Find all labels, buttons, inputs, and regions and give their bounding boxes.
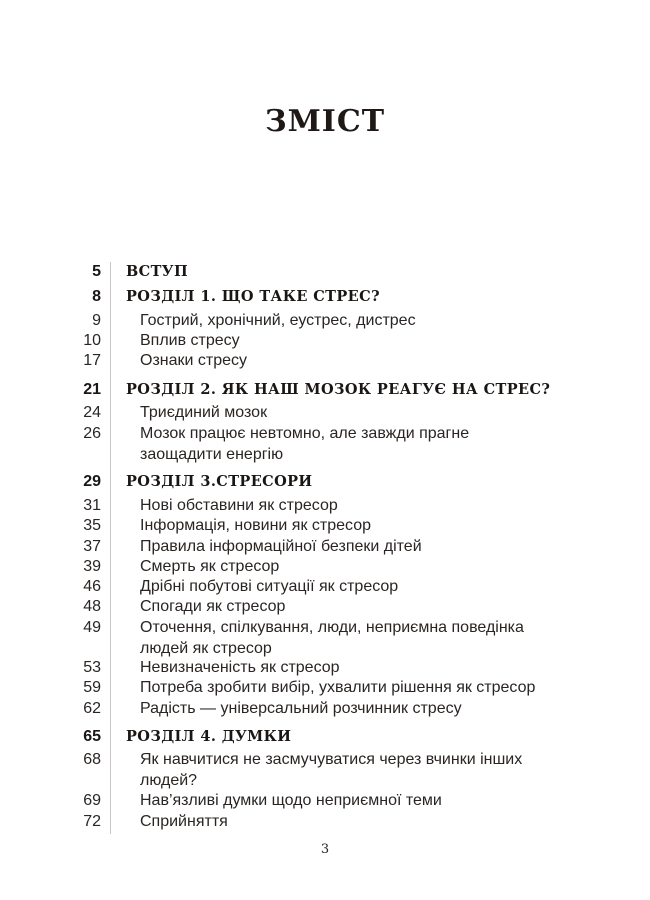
page-number: 17 (83, 352, 101, 369)
toc-heading-label: РОЗДІЛ 1. ЩО ТАКЕ СТРЕС? (126, 288, 380, 305)
page-number: 68 (83, 751, 101, 768)
toc-heading-label: РОЗДІЛ 3.СТРЕСОРИ (126, 473, 313, 490)
toc-heading-label: РОЗДІЛ 4. ДУМКИ (126, 728, 292, 745)
toc-item-label: Оточення, спілкування, люди, неприємна поведінка людей як стресор (140, 619, 524, 657)
toc-item-label: Гострий, хронічний, еустрес, дистрес (140, 312, 416, 329)
page-number: 59 (83, 679, 101, 696)
page-number: 29 (83, 473, 101, 490)
page-number: 8 (92, 288, 101, 305)
toc-item-label: Потреба зробити вибір, ухвалити рішення як стресор (140, 679, 536, 696)
toc-item-label: Невизначеність як стресор (140, 659, 340, 676)
page-number: 62 (83, 700, 101, 717)
toc-item-label: Спогади як стресор (140, 598, 286, 615)
toc-item-label: Сприйняття (140, 813, 228, 830)
toc-item-label: Нав’язливі думки щодо неприємної теми (140, 792, 442, 809)
toc-item-label: Як навчитися не засмучуватися через вчинки інших людей? (140, 751, 523, 789)
page-folio-number: 3 (320, 842, 330, 857)
page-number: 69 (83, 792, 101, 809)
page-number: 39 (83, 558, 101, 575)
toc-item-label: Мозок працює невтомно, але завжди прагне заощадити енергію (140, 425, 470, 463)
page-number: 35 (83, 517, 101, 534)
toc-item-label: Вплив стресу (140, 332, 240, 349)
page-number: 24 (83, 404, 101, 421)
toc-item-label: Ознаки стресу (140, 352, 248, 369)
page-number: 37 (83, 538, 101, 555)
page-title: ЗМІСТ (264, 104, 386, 139)
toc-item-label: Інформація, новини як стресор (140, 517, 372, 534)
page-number: 9 (92, 312, 101, 329)
toc-item-label: Правила інформаційної безпеки дітей (140, 538, 422, 555)
page-number: 48 (83, 598, 101, 615)
page-number: 10 (83, 332, 101, 349)
page-number: 53 (83, 659, 101, 676)
divider-line (110, 262, 111, 834)
toc-item-label: Дрібні побутові ситуації як стресор (140, 578, 399, 595)
toc-item-label: Радість — універсальний розчинник стресу (140, 700, 462, 717)
page-number: 31 (83, 497, 101, 514)
toc-heading-label: ВСТУП (126, 263, 189, 280)
toc-item-label: Триєдиний мозок (140, 404, 268, 421)
page-number: 49 (83, 619, 101, 636)
toc-heading-label: РОЗДІЛ 2. ЯК НАШ МОЗОК РЕАГУЄ НА СТРЕС? (126, 381, 551, 398)
page-number: 26 (83, 425, 101, 442)
page-number: 5 (92, 263, 101, 280)
toc-item-label: Смерть як стресор (140, 558, 280, 575)
page-number: 65 (83, 728, 101, 745)
toc-item-label: Нові обставини як стресор (140, 497, 338, 514)
page-number: 21 (83, 381, 101, 398)
page-number: 46 (83, 578, 101, 595)
page-number: 72 (83, 813, 101, 830)
